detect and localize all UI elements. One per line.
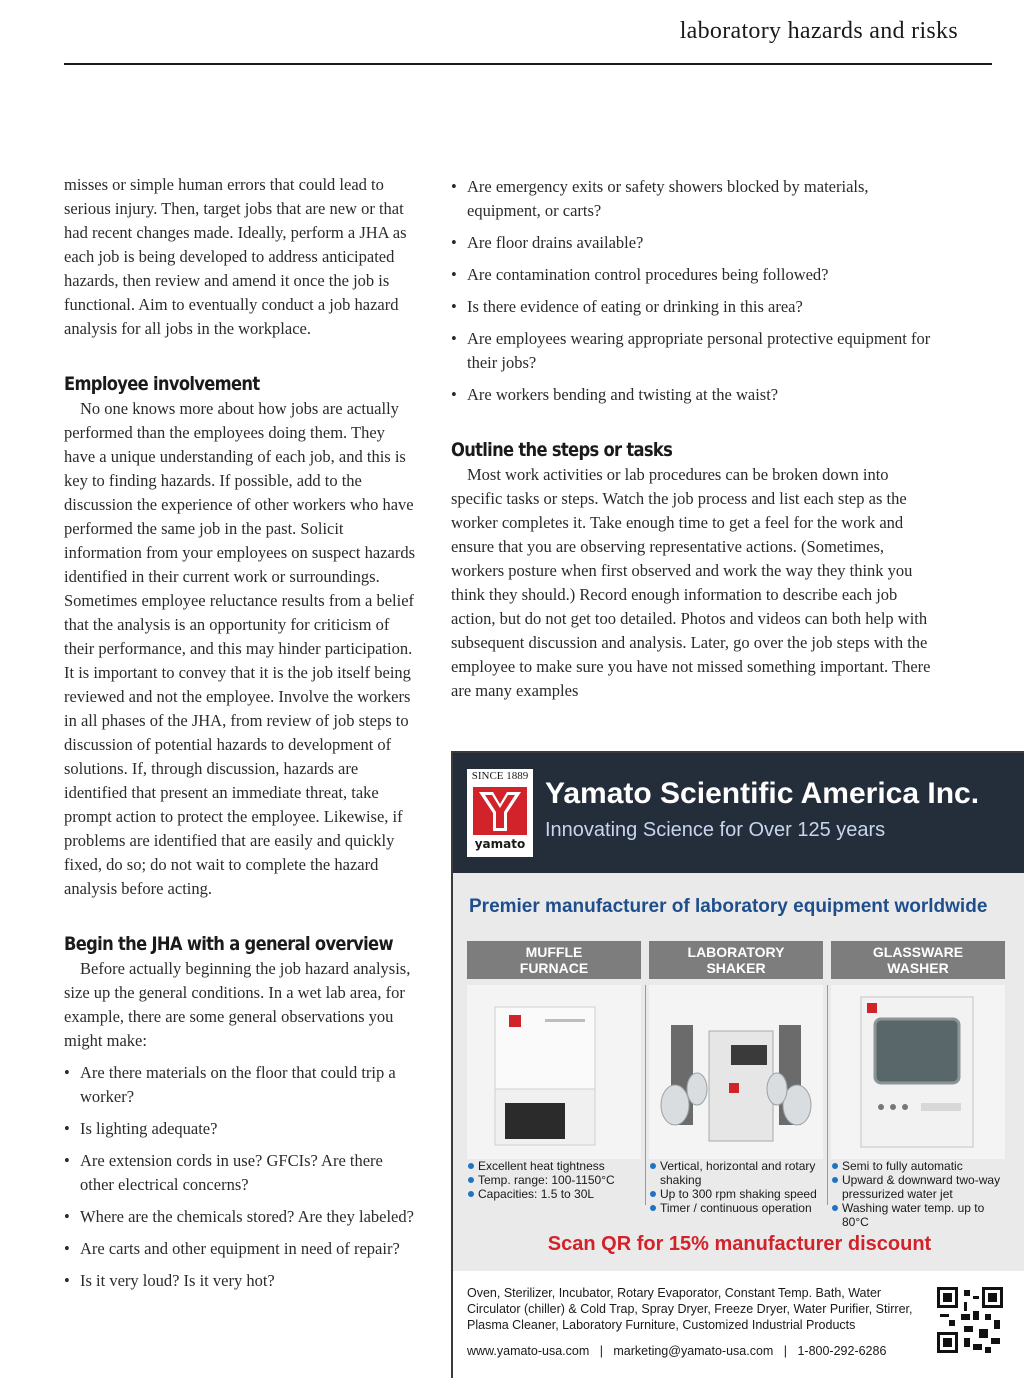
product-heading-muffle-furnace: MUFFLE FURNACE (467, 941, 641, 979)
muffle-furnace-image (467, 985, 641, 1159)
section-heading-general-overview: Begin the JHA with a general overview (64, 933, 393, 955)
discount-promo: Scan QR for 15% manufacturer discount (547, 1233, 932, 1255)
column-divider (645, 985, 646, 1205)
list-item: Timer / continuous operation (649, 1201, 827, 1215)
list-item: Temp. range: 100-1150°C (467, 1173, 645, 1187)
product-heading-glassware-washer: GLASSWARE WASHER (831, 941, 1005, 979)
list-item: • Are emergency exits or safety showers blocked by materials, equipment, or carts? (451, 175, 931, 223)
ad-tagline: Premier manufacturer of laboratory equipment worldwide (469, 896, 988, 917)
ad-header-banner (453, 753, 1024, 873)
logo-wordmark: yamato (474, 837, 526, 851)
list-item: • Are there materials on the floor that could trip a worker? (64, 1061, 420, 1109)
list-item: Up to 300 rpm shaking speed (649, 1187, 827, 1201)
section-heading-outline-steps: Outline the steps or tasks (451, 439, 673, 461)
running-title: laboratory hazards and risks (679, 18, 958, 44)
list-item: • Is there evidence of eating or drinking in this area? (451, 295, 931, 319)
list-item: • Are employees wearing appropriate personal protective equipment for their jobs? (451, 327, 931, 375)
product-list: Oven, Sterilizer, Incubator, Rotary Evaporator, Constant Temp. Bath, Water Circulator (chiller) & Cold Trap, Spray Dryer, Freeze Dryer, Water Purifier, Stirrer, Plasma Cleaner, Laboratory Furniture, Customized Industrial Products (467, 1286, 913, 1332)
list-item: • Are carts and other equipment in need of repair? (64, 1237, 420, 1261)
list-item: • Are floor drains available? (451, 231, 931, 255)
list-item: • Is it very loud? Is it very hot? (64, 1269, 420, 1293)
section-heading-employee-involvement: Employee involvement (64, 373, 260, 395)
right-column (451, 175, 931, 703)
list-item: • Is lighting adequate? (64, 1117, 420, 1141)
glassware-washer-features (831, 1159, 1009, 1229)
phone-number[interactable]: 1-800-292-6286 (797, 1344, 887, 1358)
list-item: Washing water temp. up to 80°C (831, 1201, 1009, 1229)
logo-since-text: SINCE 1889 (471, 770, 529, 782)
header-rule (64, 63, 992, 65)
email-link[interactable]: marketing@yamato-usa.com (613, 1344, 774, 1358)
list-item: • Are contamination control procedures being followed? (451, 263, 931, 287)
list-item: Excellent heat tightness (467, 1159, 645, 1173)
list-item: • Are workers bending and twisting at the waist? (451, 383, 931, 407)
product-heading-laboratory-shaker: LABORATORY SHAKER (649, 941, 823, 979)
general-overview-paragraph: Before actually beginning the job hazard analysis, size up the general conditions. In a wet lab area, for example, there are some general observations you might make: (64, 959, 411, 1050)
separator: | (592, 1344, 610, 1358)
yamato-advertisement[interactable] (451, 751, 1024, 1378)
list-item: Vertical, horizontal and rotary shaking (649, 1159, 827, 1187)
qr-code-icon[interactable] (937, 1287, 1003, 1353)
left-column (64, 173, 420, 1301)
website-link[interactable]: www.yamato-usa.com (467, 1344, 590, 1358)
contact-line (467, 1344, 886, 1358)
conditions-bullet-list (451, 175, 931, 407)
employee-involvement-paragraph: No one knows more about how jobs are actually performed than the employees doing them. They have a unique understanding of each job, and this is key to finding hazards. If possible, add to the discussion the experience of other workers who have performed the same job in the past. Solicit information from your employees on suspect hazards identified in their current work or surroundings. Sometimes employee reluctance results from a belief that the analysis is an opportunity for criticism of their performance, and this may hinder participation. It is important to convey that it is the job itself being reviewed and not the employee. Involve the workers in all phases of the JHA, from review of job steps to discussion of potential hazards to development of solutions. If, through discussion, hazards are identified that present an immediate threat, take prompt action to protect the employee. Likewise, if problems are identified that are easily and quickly fixed, do so; do not wait to complete the hazard analysis before acting. (64, 399, 415, 898)
company-name: Yamato Scientific America Inc. (545, 777, 980, 810)
list-item: Capacities: 1.5 to 30L (467, 1187, 645, 1201)
outline-steps-paragraph: Most work activities or lab procedures can be broken down into specific tasks or steps. Watch the job process and list each step as the worker completes it. Take enough time to get a feel for the work and ensure that you are observing representative actions. (Sometimes, workers posture when first observed and work the way they think you think they should.) Record enough information to describe each job action, but do not get too detailed. Photos and videos can both help with subsequent discussion and analysis. Later, go over the job steps with the employee to make sure you have not missed something important. There are many examples (451, 465, 931, 700)
column-divider (827, 985, 828, 1205)
laboratory-shaker-image (649, 985, 823, 1159)
glassware-washer-image (831, 985, 1005, 1159)
ad-footer (453, 1271, 1024, 1378)
separator: | (776, 1344, 794, 1358)
muffle-furnace-features (467, 1159, 645, 1201)
company-subtitle: Innovating Science for Over 125 years (545, 819, 886, 841)
list-item: • Where are the chemicals stored? Are they labeled? (64, 1205, 420, 1229)
yamato-y-icon (473, 787, 527, 835)
intro-paragraph: misses or simple human errors that could lead to serious injury. Then, target jobs that are new or that had recent changes made. Ideally, perform a JHA as each job is being developed to address anticipated hazards, then review and amend it once the job is functional. Aim to eventually conduct a job hazard analysis for all jobs in the workplace. (64, 175, 407, 338)
list-item: Semi to fully automatic (831, 1159, 1009, 1173)
yamato-logo (467, 769, 533, 857)
laboratory-shaker-features (649, 1159, 827, 1215)
overview-bullet-list (64, 1061, 420, 1293)
list-item: • Are extension cords in use? GFCIs? Are there other electrical concerns? (64, 1149, 420, 1197)
list-item: Upward & downward two-way pressurized water jet (831, 1173, 1009, 1201)
